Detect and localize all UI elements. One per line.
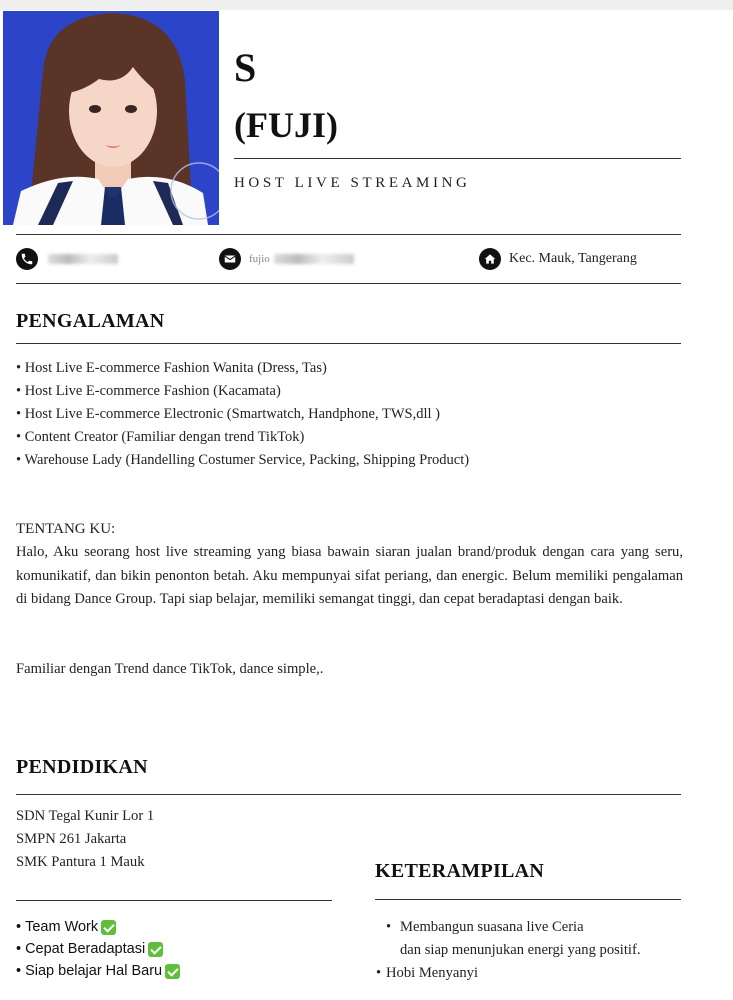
check-mark-icon <box>101 920 116 935</box>
phone-redacted <box>48 254 118 264</box>
candidate-nickname: (FUJI) <box>234 105 338 145</box>
candidate-role: HOST LIVE STREAMING <box>234 175 471 191</box>
home-icon <box>479 248 501 270</box>
profile-photo <box>3 11 219 225</box>
candidate-name: S <box>234 45 258 90</box>
experience-item: • Host Live E-commerce Fashion (Kacamata) <box>16 380 469 403</box>
email-icon <box>219 248 241 270</box>
check-mark-icon <box>165 964 180 979</box>
experience-item: • Host Live E-commerce Electronic (Smartwatch, Handphone, TWS,dll ) <box>16 403 469 426</box>
about-text: Halo, Aku seorang host live streaming yang biasa bawain siaran jualan brand/produk dengan cara yang seru, komunikatif, dan bikin penonton betah. Aku mempunyai sifat periang, dan energic. Belum memiliki pengalaman di bidang Dance Group. Tapi siap belajar, memiliki semangat tinggi, dan cepat beradaptasi dengan baik. <box>16 544 683 608</box>
education-list <box>16 805 154 874</box>
contact-phone <box>16 246 118 272</box>
familiar-text: Familiar dengan Trend dance TikTok, dance simple,. <box>16 661 324 677</box>
skill-line: Hobi Menyanyi <box>386 965 479 981</box>
soft-skills-list <box>16 916 180 982</box>
education-item: SDN Tegal Kunir Lor 1 <box>16 808 155 824</box>
soft-skill-item: • Team Work <box>16 916 180 938</box>
education-item: SMK Pantura 1 Mauk <box>16 854 145 870</box>
skills-divider <box>375 899 681 900</box>
experience-item: • Host Live E-commerce Fashion Wanita (Dress, Tas) <box>16 357 469 380</box>
education-item: SMPN 261 Jakarta <box>16 831 127 847</box>
soft-skill-label: Siap belajar Hal Baru <box>25 963 163 979</box>
about-label: TENTANG KU: <box>16 521 116 537</box>
experience-divider <box>16 343 681 344</box>
address-text: Kec. Mauk, Tangerang <box>509 251 637 266</box>
contact-bottom-divider <box>16 283 681 284</box>
contact-address <box>479 246 637 272</box>
education-divider <box>16 794 681 795</box>
email-redacted <box>274 254 354 264</box>
education-heading: PENDIDIKAN <box>16 756 148 778</box>
contact-top-divider <box>16 234 681 235</box>
experience-item: • Content Creator (Familiar dengan trend TikTok) <box>16 426 469 449</box>
soft-skill-label: Team Work <box>25 919 99 935</box>
experience-list <box>16 357 469 472</box>
check-mark-icon <box>148 942 163 957</box>
contact-email <box>219 246 354 272</box>
skill-item <box>376 962 640 985</box>
skills-list <box>386 916 640 985</box>
soft-skill-label: Cepat Beradaptasi <box>25 941 146 957</box>
name-redaction <box>260 40 520 86</box>
skill-line: • Membangun suasana live Ceria <box>400 919 584 935</box>
soft-skill-item: • Siap belajar Hal Baru <box>16 960 180 982</box>
top-band <box>0 0 733 10</box>
experience-item: • Warehouse Lady (Handelling Costumer Service, Packing, Shipping Product) <box>16 449 469 472</box>
skill-item <box>386 916 640 962</box>
skills-heading: KETERAMPILAN <box>375 860 545 882</box>
email-partial: fujio <box>249 253 270 265</box>
header-divider <box>234 158 681 159</box>
phone-icon <box>16 248 38 270</box>
skill-line: dan siap menunjukan energi yang positif. <box>400 942 641 958</box>
soft-skills-divider <box>16 900 332 901</box>
soft-skill-item: • Cepat Beradaptasi <box>16 938 180 960</box>
experience-heading: PENGALAMAN <box>16 310 165 332</box>
